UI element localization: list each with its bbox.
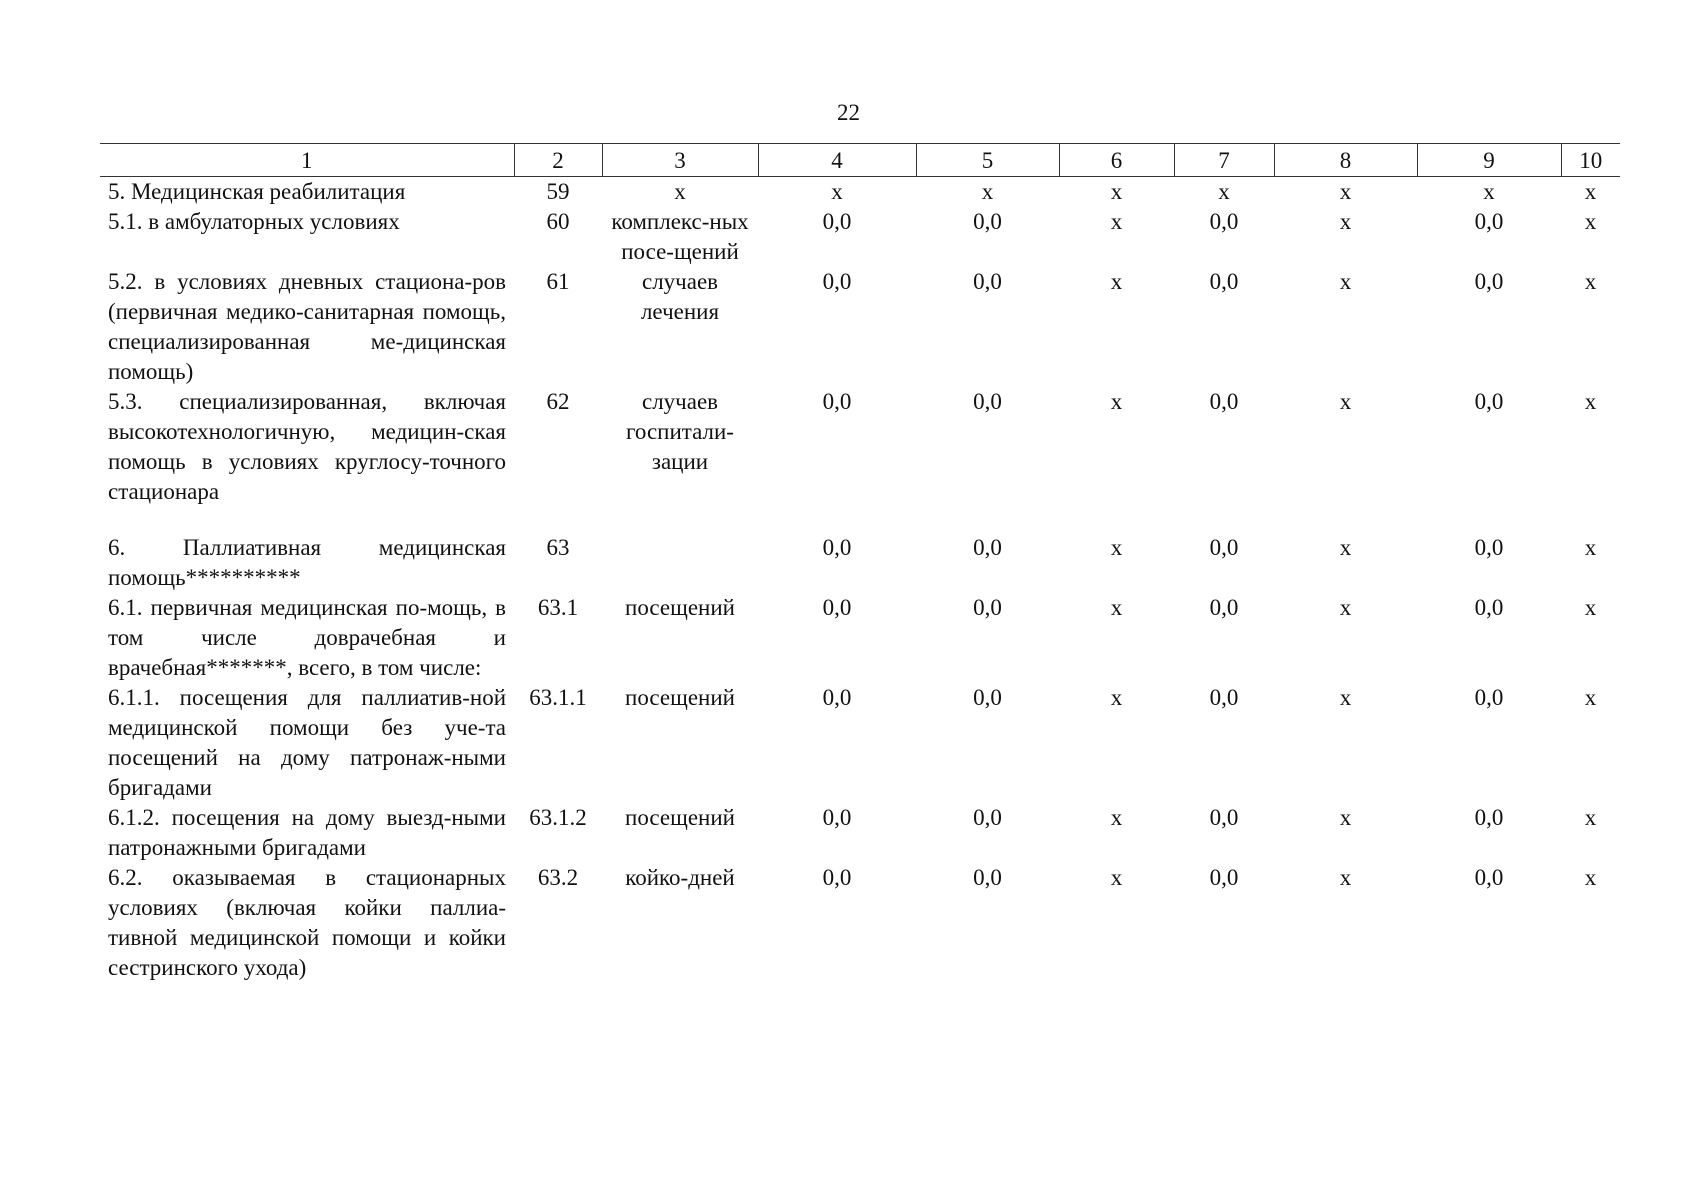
row-value: х [1110, 685, 1123, 710]
column-number-row [100, 144, 1620, 177]
row-value: 0,0 [1474, 595, 1504, 620]
row-unit: посещений [625, 595, 735, 620]
row-value: 0,0 [1474, 805, 1504, 830]
table-row [100, 863, 1620, 983]
row-value: 0,0 [822, 685, 852, 710]
row-unit: комплекс-ных посе-щений [611, 209, 749, 264]
row-unit: случаев госпитали-зации [626, 389, 734, 474]
row-value: х [1339, 685, 1352, 710]
page-number: 22 [837, 100, 860, 125]
column-number-header: 9 [1417, 144, 1561, 177]
row-value: 0,0 [1209, 865, 1239, 890]
row-value: 0,0 [1209, 535, 1239, 560]
table-row [100, 387, 1620, 507]
row-code: 63 [546, 535, 570, 560]
row-value: 0,0 [973, 209, 1002, 234]
row-value: 0,0 [1474, 865, 1504, 890]
row-value: 0,0 [1209, 685, 1239, 710]
row-value: х [981, 179, 994, 204]
row-value: 0,0 [1209, 269, 1239, 294]
row-unit: х [674, 179, 686, 204]
row-value: 0,0 [1474, 389, 1504, 414]
row-value: х [831, 179, 843, 204]
column-number-header: 2 [514, 144, 602, 177]
row-value: 0,0 [973, 865, 1002, 890]
row-value: х [1584, 389, 1597, 414]
row-code: 63.1.1 [529, 685, 587, 710]
row-value: 0,0 [822, 269, 852, 294]
row-unit: посещений [625, 805, 735, 830]
row-unit: койко-дней [625, 865, 735, 890]
row-value: 0,0 [822, 389, 852, 414]
row-value: 0,0 [822, 209, 852, 234]
row-value: х [1584, 209, 1597, 234]
table-row [100, 593, 1620, 683]
row-value: х [1218, 179, 1230, 204]
table-row [100, 267, 1620, 387]
row-value: 0,0 [822, 865, 852, 890]
row-value: 0,0 [822, 805, 852, 830]
table-row [100, 207, 1620, 267]
row-value: х [1339, 865, 1352, 890]
row-value: х [1584, 865, 1597, 890]
row-value: х [1339, 179, 1352, 204]
row-value: х [1339, 269, 1352, 294]
row-value: 0,0 [1474, 535, 1504, 560]
table-row [100, 177, 1620, 208]
row-value: 0,0 [973, 685, 1002, 710]
row-value: х [1339, 595, 1352, 620]
row-value: 0,0 [1209, 595, 1239, 620]
row-value: 0,0 [973, 805, 1002, 830]
row-unit [602, 507, 758, 593]
column-number-header: 4 [758, 144, 916, 177]
column-number-header: 8 [1274, 144, 1417, 177]
row-value: 0,0 [822, 535, 852, 560]
row-value: х [1584, 805, 1597, 830]
column-number-header: 7 [1174, 144, 1274, 177]
row-name: 6. Паллиативная медицинская помощь********** [108, 535, 506, 590]
table-row [100, 803, 1620, 863]
row-value: х [1110, 865, 1123, 890]
indicator-table [100, 143, 1620, 983]
row-value: х [1339, 209, 1352, 234]
row-name: 6.1.1. посещения для паллиатив-ной медицинской помощи без уче-та посещений на дому патронаж-ными бригадами [108, 685, 506, 800]
row-unit: посещений [625, 685, 735, 710]
row-value: х [1339, 805, 1352, 830]
row-name: 5.3. специализированная, включая высокотехнологичную, медицин-ская помощь в условиях круглосу-точного стационара [108, 389, 506, 504]
column-number-header: 1 [100, 144, 514, 177]
row-code: 63.1.2 [529, 805, 587, 830]
row-value: х [1110, 535, 1123, 560]
row-value: х [1110, 179, 1123, 204]
table-row [100, 507, 1620, 593]
row-value: 0,0 [1209, 805, 1239, 830]
row-value: х [1584, 595, 1597, 620]
row-name: 6.1.2. посещения на дому выезд-ными патронажными бригадами [108, 805, 506, 860]
row-value: 0,0 [973, 389, 1002, 414]
row-code: 62 [546, 389, 570, 414]
row-name: 6.1. первичная медицинская по-мощь, в том числе доврачебная и врачебная*******, всего, в том числе: [108, 595, 506, 680]
row-value: х [1110, 209, 1123, 234]
row-value: х [1110, 269, 1123, 294]
row-value: 0,0 [1474, 209, 1504, 234]
row-value: 0,0 [822, 595, 852, 620]
row-name: 5.2. в условиях дневных стациона-ров (первичная медико-санитарная помощь, специализированная ме-дицинская помощь) [108, 269, 506, 384]
row-code: 60 [546, 209, 570, 234]
row-name: 5. Медицинская реабилитация [108, 179, 406, 204]
row-value: 0,0 [973, 535, 1002, 560]
row-unit: случаев лечения [640, 269, 720, 324]
row-value: х [1584, 269, 1597, 294]
row-value: х [1584, 179, 1597, 204]
row-value: 0,0 [1209, 389, 1239, 414]
row-name: 6.2. оказываемая в стационарных условиях (включая койки паллиа-тивной медицинской помощи и койки сестринского ухода) [108, 865, 506, 980]
row-value: 0,0 [973, 269, 1002, 294]
row-value: х [1110, 595, 1123, 620]
row-value: х [1483, 179, 1495, 204]
row-value: 0,0 [1474, 685, 1504, 710]
row-code: 61 [546, 269, 570, 294]
row-value: 0,0 [1474, 269, 1504, 294]
column-number-header: 3 [602, 144, 758, 177]
table-row [100, 683, 1620, 803]
row-value: х [1339, 535, 1352, 560]
row-value: х [1584, 685, 1597, 710]
column-number-header: 6 [1059, 144, 1174, 177]
row-value: 0,0 [1209, 209, 1239, 234]
column-number-header: 10 [1561, 144, 1620, 177]
row-code: 63.1 [537, 595, 579, 620]
row-value: х [1110, 805, 1123, 830]
row-value: х [1110, 389, 1123, 414]
column-number-header: 5 [916, 144, 1059, 177]
row-value: х [1584, 535, 1597, 560]
row-value: х [1339, 389, 1352, 414]
row-code: 59 [546, 179, 570, 204]
row-name: 5.1. в амбулаторных условиях [108, 209, 400, 234]
row-value: 0,0 [973, 595, 1002, 620]
row-code: 63.2 [537, 865, 579, 890]
